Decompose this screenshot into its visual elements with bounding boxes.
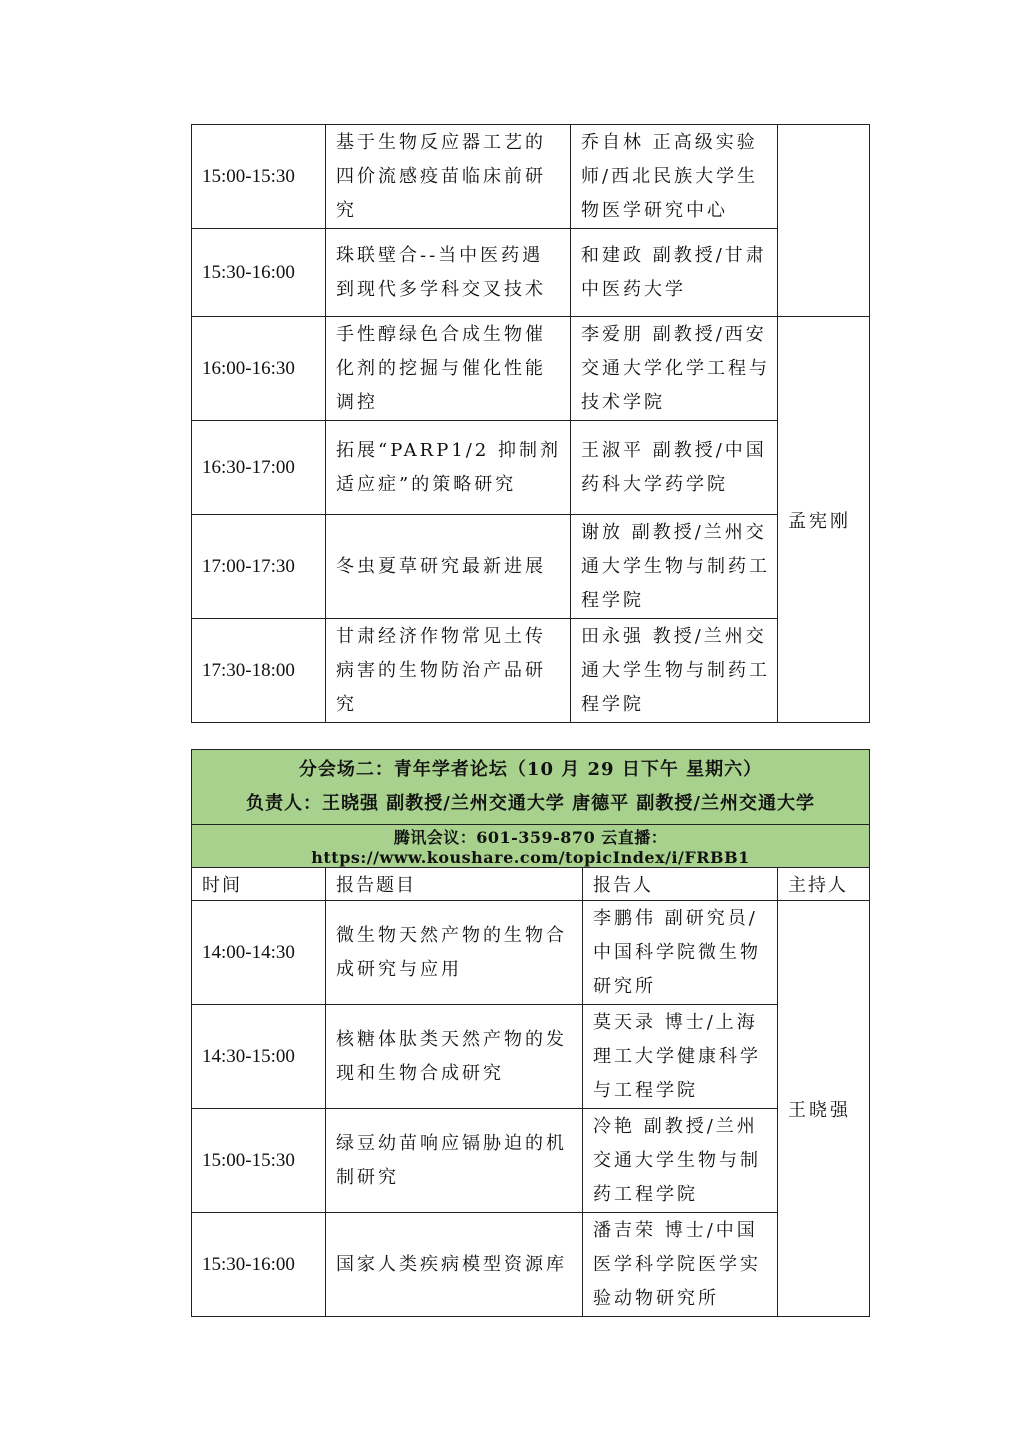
table-row bbox=[192, 421, 870, 515]
title-cell: 国家人类疾病模型资源库 bbox=[326, 1213, 583, 1317]
time-cell: 15:30-16:00 bbox=[192, 1213, 326, 1317]
speaker-cell: 潘吉荣 博士/中国医学科学院医学实验动物研究所 bbox=[583, 1213, 778, 1317]
table-row bbox=[192, 1109, 870, 1213]
speaker-cell: 冷艳 副教授/兰州交通大学生物与制药工程学院 bbox=[583, 1109, 778, 1213]
speaker-cell: 田永强 教授/兰州交通大学生物与制药工程学院 bbox=[571, 619, 778, 723]
speaker-cell: 莫天录 博士/上海理工大学健康科学与工程学院 bbox=[583, 1005, 778, 1109]
host-cell: 王晓强 bbox=[778, 901, 870, 1317]
title-cell: 绿豆幼苗响应镉胁迫的机制研究 bbox=[326, 1109, 583, 1213]
session-responsible: 负责人：王晓强 副教授/兰州交通大学 唐德平 副教授/兰州交通大学 bbox=[246, 793, 815, 814]
title-cell: 基于生物反应器工艺的四价流感疫苗临床前研究 bbox=[326, 125, 571, 229]
time-cell: 15:30-16:00 bbox=[192, 229, 326, 317]
time-cell: 17:00-17:30 bbox=[192, 515, 326, 619]
speaker-cell: 和建政 副教授/甘肃中医药大学 bbox=[571, 229, 778, 317]
table-row bbox=[192, 1213, 870, 1317]
session-banner bbox=[192, 750, 870, 825]
table-row bbox=[192, 619, 870, 723]
time-cell: 15:00-15:30 bbox=[192, 1109, 326, 1213]
time-cell: 16:30-17:00 bbox=[192, 421, 326, 515]
schedule-table-1 bbox=[191, 124, 870, 723]
speaker-cell: 李爱朋 副教授/西安交通大学化学工程与技术学院 bbox=[571, 317, 778, 421]
title-cell: 甘肃经济作物常见土传病害的生物防治产品研究 bbox=[326, 619, 571, 723]
schedule-table-2 bbox=[191, 749, 870, 1317]
host-cell-empty bbox=[778, 125, 870, 317]
time-cell: 15:00-15:30 bbox=[192, 125, 326, 229]
session-title: 分会场二：青年学者论坛（10 月 29 日下午 星期六） bbox=[298, 759, 763, 780]
title-cell: 微生物天然产物的生物合成研究与应用 bbox=[326, 901, 583, 1005]
table-row bbox=[192, 1005, 870, 1109]
title-cell: 拓展“PARP1/2 抑制剂适应症”的策略研究 bbox=[326, 421, 571, 515]
table-row bbox=[192, 317, 870, 421]
speaker-cell: 李鹏伟 副研究员/中国科学院微生物研究所 bbox=[583, 901, 778, 1005]
host-cell: 孟宪刚 bbox=[778, 317, 870, 723]
header-host: 主持人 bbox=[778, 868, 870, 901]
time-cell: 14:00-14:30 bbox=[192, 901, 326, 1005]
speaker-cell: 谢放 副教授/兰州交通大学生物与制药工程学院 bbox=[571, 515, 778, 619]
time-cell: 14:30-15:00 bbox=[192, 1005, 326, 1109]
header-row bbox=[192, 868, 870, 901]
meeting-row bbox=[192, 825, 870, 868]
time-cell: 16:00-16:30 bbox=[192, 317, 326, 421]
speaker-cell: 乔自林 正高级实验师/西北民族大学生物医学研究中心 bbox=[571, 125, 778, 229]
speaker-cell: 王淑平 副教授/中国药科大学药学院 bbox=[571, 421, 778, 515]
table-row bbox=[192, 515, 870, 619]
table-row bbox=[192, 229, 870, 317]
title-cell: 冬虫夏草研究最新进展 bbox=[326, 515, 571, 619]
time-cell: 17:30-18:00 bbox=[192, 619, 326, 723]
header-time: 时间 bbox=[192, 868, 326, 901]
session-banner-row bbox=[192, 750, 870, 825]
title-cell: 手性醇绿色合成生物催化剂的挖掘与催化性能调控 bbox=[326, 317, 571, 421]
title-cell: 核糖体肽类天然产物的发现和生物合成研究 bbox=[326, 1005, 583, 1109]
title-cell: 珠联壁合--当中医药遇到现代多学科交叉技术 bbox=[326, 229, 571, 317]
header-title: 报告题目 bbox=[326, 868, 583, 901]
table-row bbox=[192, 125, 870, 229]
table-row bbox=[192, 901, 870, 1005]
header-speaker: 报告人 bbox=[583, 868, 778, 901]
meeting-info: 腾讯会议：601-359-870 云直播：https://www.koushare.com/topicIndex/i/FRBB1 bbox=[192, 825, 870, 868]
